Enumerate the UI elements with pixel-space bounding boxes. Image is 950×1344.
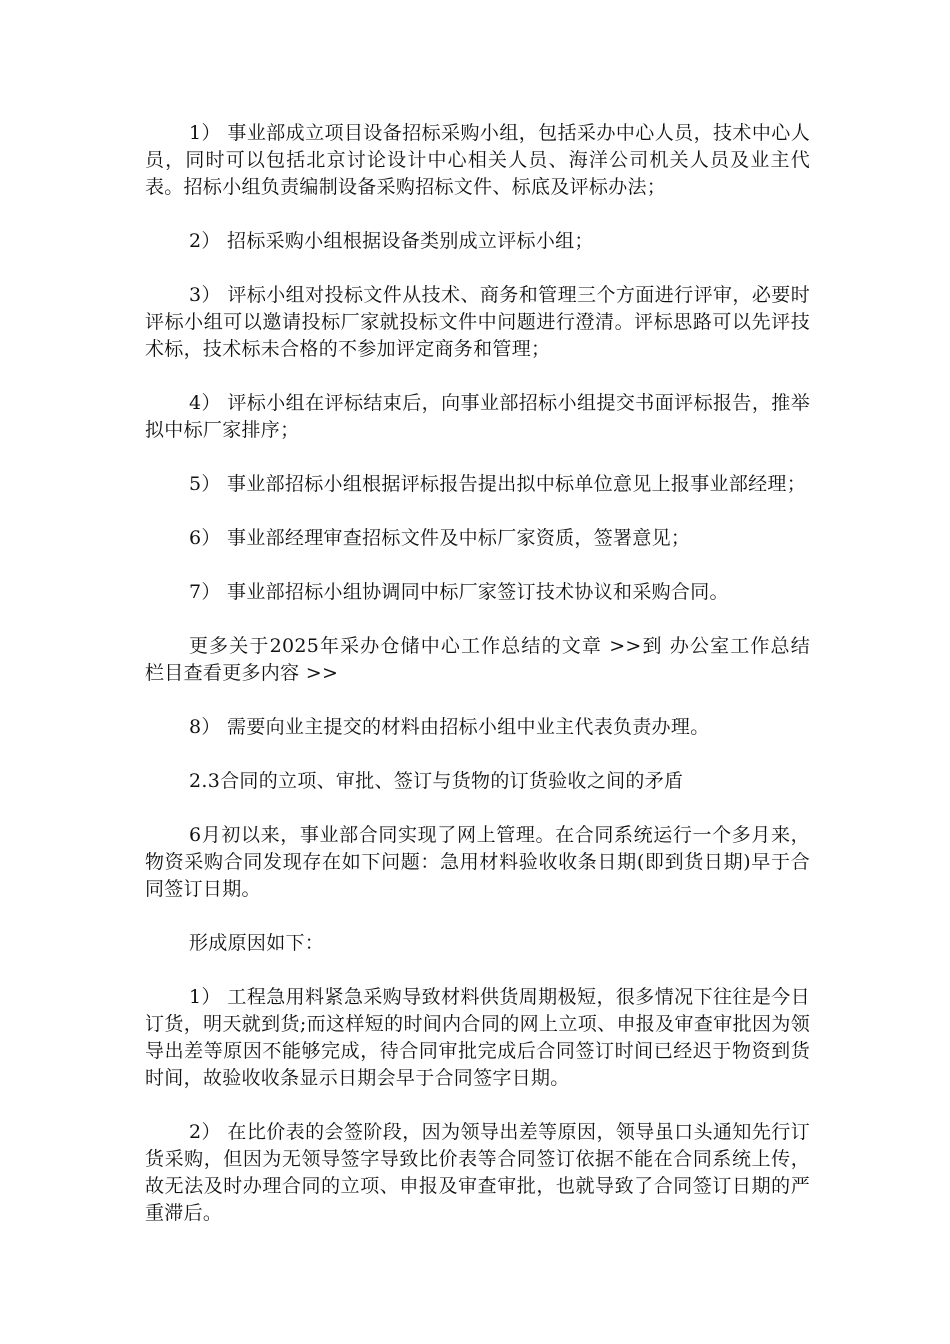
paragraph-1: 1） 事业部成立项目设备招标采购小组，包括采办中心人员，技术中心人员，同时可以包括北京讨论设计中心相关人员、海洋公司机关人员及业主代表。招标小组负责编制设备采购招标文件、标底及评标办法； — [145, 122, 810, 198]
paragraph-2: 2） 招标采购小组根据设备类别成立评标小组； — [189, 230, 594, 252]
paragraph-11: 1） 工程急用料紧急采购导致材料供货周期极短，很多情况下往往是今日订货，明天就到货;而这样短的时间内合同的网上立项、申报及审查审批因为领导出差等原因不能够完成，待合同审批完成后合同签订时间已经迟于物资到货时间，故验收收条显示日期会早于合同签字日期。 — [145, 986, 810, 1089]
paragraph-7: 7） 事业部招标小组协调同中标厂家签订技术协议和采购合同。 — [189, 581, 729, 603]
section-heading: 2.3合同的立项、审批、签订与货物的订货验收之间的矛盾 — [189, 770, 684, 792]
document-body — [145, 120, 810, 1227]
paragraph-10: 形成原因如下： — [189, 932, 325, 954]
paragraph-8: 8） 需要向业主提交的材料由招标小组中业主代表负责办理。 — [189, 716, 710, 738]
paragraph-6: 6） 事业部经理审查招标文件及中标厂家资质，签署意见； — [189, 527, 691, 549]
paragraph-3: 3） 评标小组对投标文件从技术、商务和管理三个方面进行评审，必要时评标小组可以邀请投标厂家就投标文件中问题进行澄清。评标思路可以先评技术标，技术标未合格的不参加评定商务和管理； — [145, 284, 810, 360]
paragraph-4: 4） 评标小组在评标结束后，向事业部招标小组提交书面评标报告，推举拟中标厂家排序； — [145, 392, 810, 441]
paragraph-12: 2） 在比价表的会签阶段，因为领导出差等原因，领导虽口头通知先行订货采购，但因为无领导签字导致比价表等合同签订依据不能在合同系统上传，故无法及时办理合同的立项、申报及审查审批，也就导致了合同签订日期的严重滞后。 — [145, 1121, 810, 1224]
paragraph-5: 5） 事业部招标小组根据评标报告提出拟中标单位意见上报事业部经理； — [189, 473, 807, 495]
more-articles-link-text: 更多关于2025年采办仓储中心工作总结的文章 >>到 办公室工作总结 栏目查看更多内容 >> — [145, 635, 810, 684]
paragraph-9: 6月初以来，事业部合同实现了网上管理。在合同系统运行一个多月来，物资采购合同发现存在如下问题：急用材料验收收条日期(即到货日期)早于合同签订日期。 — [145, 824, 810, 900]
